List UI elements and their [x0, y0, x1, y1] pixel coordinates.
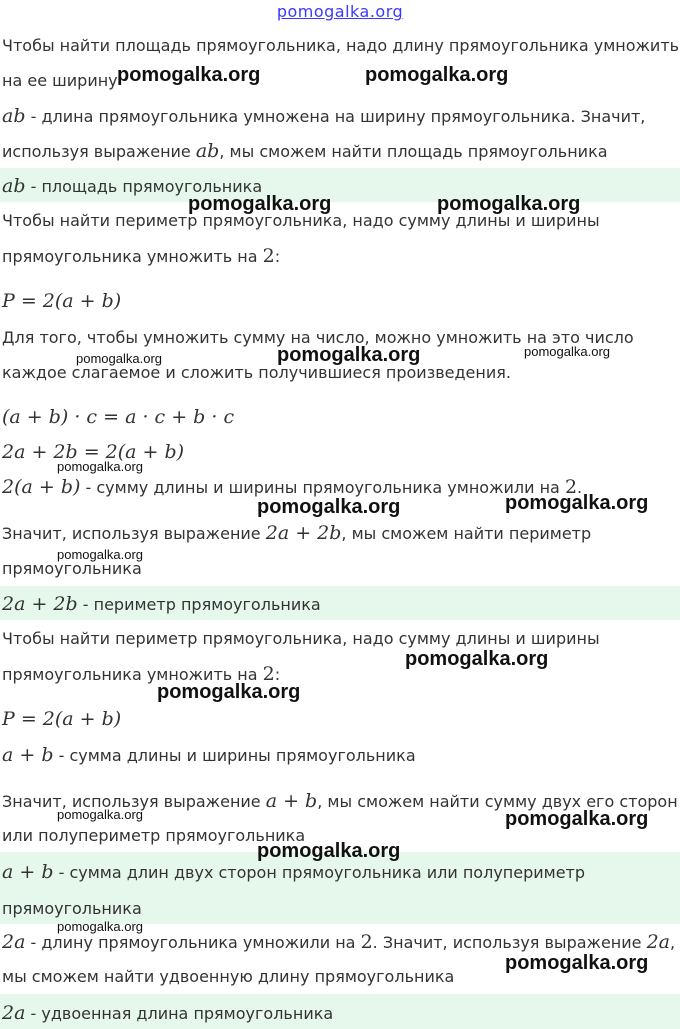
watermark: pomogalka.org — [277, 344, 421, 366]
highlight-line — [2, 898, 142, 920]
math-expression: 2a — [2, 931, 26, 953]
watermark: pomogalka.org — [257, 840, 401, 862]
watermark: pomogalka.org — [57, 459, 143, 474]
text: на ее ширину — [2, 71, 118, 90]
highlight-line — [2, 1002, 333, 1024]
watermark: pomogalka.org — [157, 681, 301, 703]
paragraph-line — [2, 931, 675, 953]
text: - длина прямоугольника умножена на ширину прямоугольника. Значит, — [25, 107, 646, 126]
text: прямоугольника — [2, 559, 142, 578]
text: Значит, используя выражение — [2, 792, 266, 811]
math-expression: 2 — [564, 476, 578, 498]
paragraph-line — [2, 105, 645, 127]
math-expression: 2a — [646, 931, 670, 953]
math-expression: 2a — [2, 1002, 26, 1024]
math-expression: ab — [2, 105, 26, 127]
text: - площадь прямоугольника — [25, 177, 263, 196]
highlight-line — [2, 861, 585, 883]
text: прямоугольника умножить на — [2, 247, 263, 266]
watermark: pomogalka.org — [505, 492, 649, 514]
watermark: pomogalka.org — [57, 547, 143, 562]
math-expression: 2 — [262, 663, 275, 685]
highlight-line — [2, 593, 321, 615]
text: - периметр прямоугольника — [77, 595, 321, 614]
math-expression: 2(a + b) — [2, 476, 81, 498]
paragraph-line — [2, 35, 679, 57]
text: - длину прямоугольника умножили на — [25, 933, 361, 952]
text: - сумма длины и ширины прямоугольника — [53, 746, 416, 765]
watermark: pomogalka.org — [505, 952, 649, 974]
text: : — [274, 665, 281, 684]
watermark: pomogalka.org — [405, 648, 549, 670]
text: Чтобы найти периметр прямоугольника, надо сумму длины и ширины — [2, 211, 600, 230]
text: . Значит, используя выражение — [372, 933, 647, 952]
paragraph-line — [2, 476, 582, 498]
paragraph-line — [2, 966, 454, 988]
watermark: pomogalka.org — [76, 351, 162, 366]
watermark: pomogalka.org — [437, 193, 581, 215]
watermark: pomogalka.org — [57, 919, 143, 934]
formula-line — [2, 406, 234, 428]
text: или полупериметр прямоугольника — [2, 826, 306, 845]
text: используя выражение — [2, 142, 196, 161]
watermark: pomogalka.org — [505, 808, 649, 830]
formula-line — [2, 290, 121, 312]
text: Для того, чтобы умножить сумму на число, можно умножить на это число — [2, 328, 634, 347]
paragraph-line — [2, 140, 608, 162]
text: - удвоенная длина прямоугольника — [25, 1004, 334, 1023]
paragraph-line — [2, 245, 280, 267]
math-expression: ab — [195, 140, 220, 162]
text: прямоугольника умножить на — [2, 665, 263, 684]
math-expression: 2 — [262, 245, 275, 267]
site-link[interactable]: pomogalka.org — [276, 2, 404, 21]
text: Чтобы найти площадь прямоугольника, надо длину прямоугольника умножить — [2, 36, 680, 55]
text: Чтобы найти периметр прямоугольника, надо сумму длины и ширины — [2, 629, 600, 648]
watermark: pomogalka.org — [257, 496, 401, 518]
math-expression: a + b — [2, 861, 54, 883]
math-expression: 2a + 2b — [2, 593, 78, 615]
text: каждое слагаемое и сложить получившиеся произведения. — [2, 363, 511, 382]
paragraph-line — [2, 744, 416, 766]
math-expression: ab — [2, 175, 26, 197]
text: - сумма длин двух сторон прямоугольника или полупериметр — [53, 863, 586, 882]
paragraph-line — [2, 70, 118, 92]
math-expression: 2a + 2b — [265, 522, 342, 544]
watermark: pomogalka.org — [117, 64, 261, 86]
math-expression: a + b — [2, 744, 54, 766]
watermark: pomogalka.org — [365, 64, 509, 86]
watermark: pomogalka.org — [57, 807, 143, 822]
text: мы сможем найти удвоенную длину прямоугольника — [2, 967, 455, 986]
math-expression: 2 — [360, 931, 373, 953]
text: , мы сможем найти площадь прямоугольника — [219, 142, 608, 161]
text: , мы сможем найти сумму двух его сторон — [317, 792, 678, 811]
text: , — [670, 933, 676, 952]
text: прямоугольника — [2, 899, 142, 918]
watermark: pomogalka.org — [188, 193, 332, 215]
math-expression: a + b — [265, 790, 318, 812]
formula-line — [2, 708, 121, 730]
text: - сумму длины и ширины прямоугольника умножили на — [80, 478, 565, 497]
math-expression: 2a + 2b = 2(a + b) — [2, 441, 185, 463]
text: , мы сможем найти периметр — [341, 524, 592, 543]
math-expression: P = 2(a + b) — [2, 708, 122, 730]
paragraph-line — [2, 628, 600, 650]
watermark: pomogalka.org — [524, 344, 610, 359]
text: . — [577, 478, 583, 497]
text: Значит, используя выражение — [2, 524, 266, 543]
math-expression: P = 2(a + b) — [2, 290, 122, 312]
text: : — [274, 247, 281, 266]
math-expression: (a + b) · c = a · c + b · c — [2, 406, 235, 428]
paragraph-line — [2, 522, 591, 544]
